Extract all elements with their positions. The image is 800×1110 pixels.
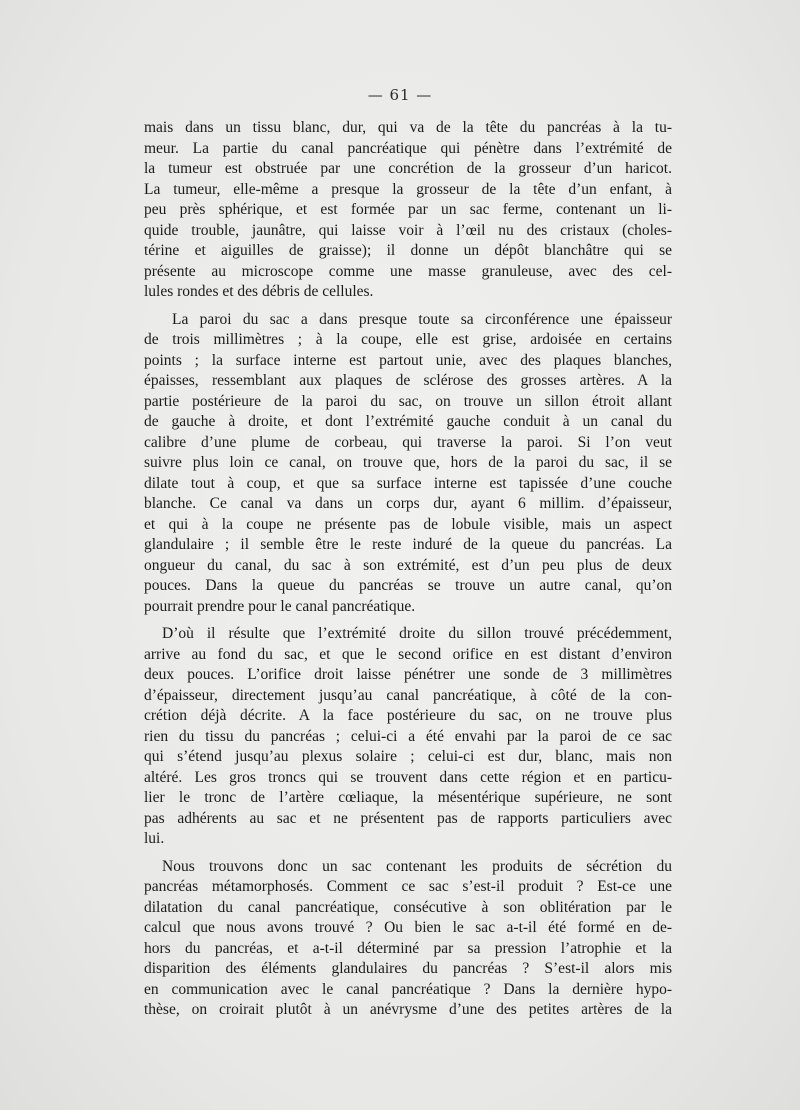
- text-line: Nous trouvons donc un sac contenant les produits de sécrétion du: [162, 857, 672, 875]
- text-line: lier le tronc de l’artère cœliaque, la mésentérique supérieure, ne sont: [144, 789, 672, 806]
- text-line: pancréas métamorphosés. Comment ce sac s’est-il produit ? Est-ce une: [144, 878, 672, 895]
- text-line: pas adhérents au sac et ne présentent pas de rapports particuliers avec: [144, 809, 672, 827]
- text-line: D’où il résulte que l’extrémité droite du sillon trouvé précédemment,: [162, 625, 672, 642]
- text-line: présente au microscope comme une masse granuleuse, avec des cel-: [144, 262, 672, 280]
- text-line: peu près sphérique, et est formée par un sac ferme, contenant un li-: [144, 201, 672, 218]
- text-line: de gauche à droite, et dont l’extrémité gauche conduit à un canal du: [144, 413, 672, 430]
- text-line: térine et aiguilles de graisse); il donne un dépôt blanchâtre qui se: [144, 242, 672, 259]
- text-line: meur. La partie du canal pancréatique qui pénètre dans l’extrémité de: [144, 139, 672, 157]
- paragraph-1: [144, 118, 672, 303]
- text-line: en communication avec le canal pancréatique ? Dans la dernière hypo-: [144, 980, 672, 998]
- text-line: ongueur du canal, du sac à son extrémité, est d’un peu plus de deux: [144, 556, 672, 574]
- text-line: deux pouces. L’orifice droit laisse pénétrer une sonde de 3 millimètres: [144, 666, 672, 683]
- text-line: La paroi du sac a dans presque toute sa circonférence une épaisseur: [172, 310, 672, 328]
- text-line: thèse, on croirait plutôt à un anévrysme d’une des petites artères de la: [144, 1001, 672, 1018]
- text-line: dilate tout à coup, et que sa surface interne est tapissée d’une couche: [144, 474, 672, 492]
- text-line: disparition des éléments glandulaires du pancréas ? S’est-il alors mis: [144, 960, 672, 977]
- text-line: glandulaire ; il semble être le reste induré de la queue du pancréas. La: [144, 536, 672, 553]
- text-line: de trois millimètres ; à la coupe, elle est grise, ardoisée en certains: [144, 331, 672, 348]
- paragraph-2: [144, 310, 672, 618]
- text-line: épaisses, ressemblant aux plaques de sclérose des grosses artères. A la: [144, 372, 672, 389]
- text-line: calcul que nous avons trouvé ? Ou bien le sac a-t-il été formé en de-: [144, 919, 672, 936]
- text-line: blanche. Ce canal va dans un corps dur, ayant 6 millim. d’épaisseur,: [144, 495, 672, 512]
- text-line: pourrait prendre pour le canal pancréatique.: [144, 597, 416, 615]
- text-line: la tumeur est obstruée par une concrétion de la grosseur d’un haricot.: [144, 160, 672, 177]
- text-line: qui s’étend jusqu’au plexus solaire ; celui-ci est dur, blanc, mais non: [144, 748, 672, 765]
- text-line: lui.: [144, 830, 165, 847]
- text-line: hors du pancréas, et a-t-il déterminé par sa pression l’atrophie et la: [144, 939, 672, 957]
- text-line: mais dans un tissu blanc, dur, qui va de la tête du pancréas à la tu-: [144, 119, 672, 136]
- text-line: crétion déjà décrite. A la face postérieure du sac, on ne trouve plus: [144, 707, 672, 724]
- text-line: d’épaisseur, directement jusqu’au canal pancréatique, à côté de la con-: [144, 686, 672, 704]
- text-line: calibre d’une plume de corbeau, qui traverse la paroi. Si l’on veut: [144, 433, 672, 451]
- text-line: lules rondes et des débris de cellules.: [144, 283, 374, 300]
- text-line: altéré. Les gros troncs qui se trouvent dans cette région et en particu-: [144, 768, 672, 786]
- text-line: dilatation du canal pancréatique, consécutive à son oblitération par le: [144, 898, 672, 916]
- text-line: rien du tissu du pancréas ; celui-ci a été envahi par la paroi de ce sac: [144, 727, 672, 745]
- text-line: La tumeur, elle-même a presque la grosseur de la tête d’un enfant, à: [144, 180, 672, 198]
- text-line: arrive au fond du sac, et que le second orifice en est distant d’environ: [144, 645, 672, 663]
- text-line: pouces. Dans la queue du pancréas se trouve un autre canal, qu’on: [144, 577, 672, 594]
- page-number: — 61 —: [367, 86, 433, 104]
- text-line: partie postérieure de la paroi du sac, on trouve un sillon étroit allant: [144, 392, 672, 410]
- paragraph-3: [144, 624, 672, 850]
- text-line: points ; la surface interne est partout unie, avec des plaques blanches,: [144, 351, 672, 369]
- text-line: quide trouble, jaunâtre, qui laisse voir à l’œil nu des cristaux (choles-: [144, 221, 672, 239]
- body-text: [144, 118, 672, 1021]
- text-line: suivre plus loin ce canal, on trouve que, hors de la paroi du sac, il se: [144, 454, 672, 471]
- text-line: et qui à la coupe ne présente pas de lobule visible, mais un aspect: [144, 515, 672, 533]
- paragraph-4: [144, 857, 672, 1021]
